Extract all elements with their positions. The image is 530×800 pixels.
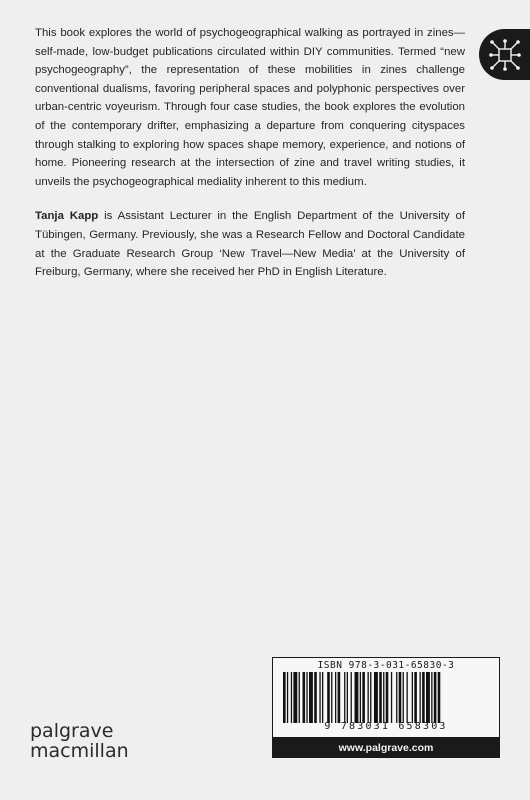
barcode-digits: 9 783031 658303 [324,721,448,732]
barcode-bar [360,672,361,723]
barcode-bar [396,672,397,723]
barcode-bar [379,672,382,723]
barcode-bar [331,672,332,723]
book-blurb: This book explores the world of psychogeographical walking as portrayed in zines—self-made, low-budget publications circulated within DIY communities. Termed “new psychogeography”, the representation of these mobilities in zines challenge conventional dualisms, favoring peripheral spaces and polyphonic perspectives over urban-centric voyeurism. Through four case studies, the book explores the evolution of the contemporary drifter, emphasizing a departure from conquering cityspaces through stalking to exploring how spaces shape memory, experience, and notions of home. Pioneering research at the intersection of zine and travel writing studies, it unveils the psychogeographical mediality inherent to this medium. [35,27,465,188]
barcode-bar [322,672,323,723]
barcode-bar [309,672,313,723]
network-node-icon [488,38,522,72]
barcode-bar [399,672,402,723]
barcode-bar [355,672,359,723]
barcode-bar [420,672,421,723]
barcode-bar [327,672,330,723]
barcode-bar [431,672,432,723]
barcode-bar [407,672,408,723]
barcode-bar [319,672,320,723]
series-logo [479,29,530,80]
author-name: Tanja Kapp [35,210,99,223]
barcode-bar [303,672,306,723]
barcode-bar [370,672,371,723]
barcode-bar [438,672,441,723]
barcode-bar [344,672,345,723]
barcode-bars [283,672,489,723]
barcode [272,657,500,738]
publisher-logo-line2: macmillan [30,740,129,762]
barcode-bar [412,672,413,723]
barcode-bar [335,672,336,723]
barcode-bar [314,672,317,723]
barcode-bar [338,672,341,723]
back-cover-text [35,24,465,282]
barcode-bar [368,672,369,723]
barcode-bar [426,672,430,723]
barcode-bar [283,672,286,723]
barcode-bar [347,672,348,723]
barcode-area [272,657,500,758]
barcode-bar [293,672,297,723]
publisher-website[interactable]: www.palgrave.com [272,738,500,758]
barcode-bar [422,672,425,723]
barcode-bar [306,672,307,723]
barcode-bar [434,672,437,723]
barcode-bar [287,672,288,723]
isbn-label: ISBN 978-3-031-65830-3 [317,660,455,671]
barcode-bar [414,672,417,723]
barcode-bar [386,672,389,723]
author-bio [35,207,465,281]
barcode-bar [291,672,292,723]
barcode-bar [383,672,384,723]
barcode-bar [374,672,378,723]
barcode-bar [299,672,300,723]
author-bio-text: is Assistant Lecturer in the English Department of the University of Tübingen, Germany. Previously, she was a Research Fellow and Doctoral Candidate at the Graduate Research Group ‘New Travel—New Media’ at the University of Freiburg, Germany, where she received her PhD in English Literature. [35,210,465,279]
publisher-logo-line1: palgrave [30,720,114,742]
barcode-bar [362,672,365,723]
barcode-bar [351,672,352,723]
publisher-logo [30,721,129,761]
barcode-bar [403,672,404,723]
barcode-bar [391,672,392,723]
